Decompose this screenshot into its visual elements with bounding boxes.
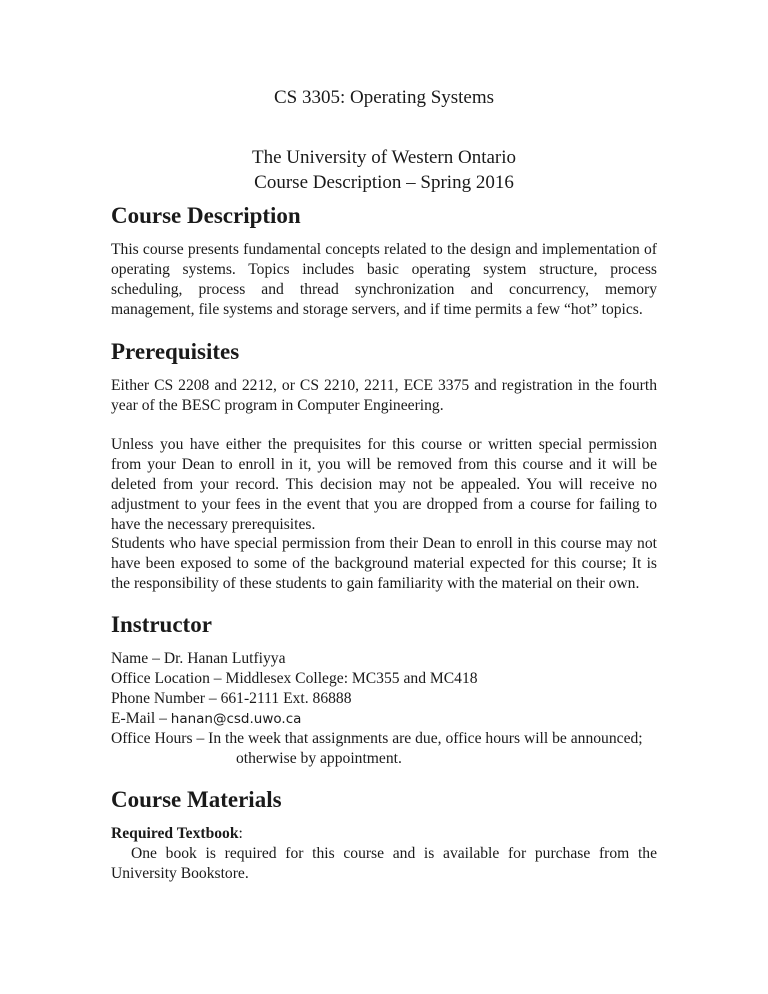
email-label: E-Mail – [111, 710, 171, 727]
instructor-info [111, 649, 643, 769]
instructor-name: Name – Dr. Hanan Lutfiyya [111, 650, 286, 667]
textbook-paragraph: One book is required for this course and is available for purchase from the University Bookstore. [111, 845, 657, 882]
course-title: CS 3305: Operating Systems [273, 87, 495, 108]
colon: : [238, 825, 243, 842]
prerequisites-paragraph: Unless you have either the prequisites for this course or written special permission from your Dean to enroll in it, you will be removed from this course and it will be deleted from your record. This decision may not be appealed. You will receive no adjustment to your fees in the event that you are dropped from a course for failing to have the necessary prerequisites. [111, 436, 657, 533]
prerequisites-paragraph: Students who have special permission from their Dean to enroll in this course may not have been exposed to some of the background material expected for this course; It is the responsibility of these students to gain familiarity with the material on their own. [111, 535, 657, 592]
section-heading-instructor: Instructor [111, 612, 212, 637]
email-link[interactable]: hanan@csd.uwo.ca [170, 711, 302, 727]
section-heading-description: Course Description [111, 203, 301, 228]
required-textbook-label [111, 824, 243, 844]
instructor-hours: Office Hours – In the week that assignments are due, office hours will be announced; [111, 730, 643, 747]
instructor-office: Office Location – Middlesex College: MC355 and MC418 [111, 670, 478, 687]
instructor-phone: Phone Number – 661-2111 Ext. 86888 [111, 690, 352, 707]
prerequisites-paragraph: Either CS 2208 and 2212, or CS 2210, 2211, ECE 3375 and registration in the fourth year of the BESC program in Computer Engineering. [111, 377, 657, 414]
university-name: The University of Western Ontario [251, 147, 517, 168]
description-paragraph: This course presents fundamental concepts related to the design and implementation of operating systems. Topics includes basic operating system structure, process scheduling, process and thread synchronization and concurrency, memory management, file systems and storage servers, and if time permits a few “hot” topics. [111, 241, 657, 318]
instructor-email-row [111, 709, 643, 729]
document-subtitle: Course Description – Spring 2016 [254, 172, 514, 193]
section-heading-materials: Course Materials [111, 787, 282, 812]
instructor-hours-continued: otherwise by appointment. [236, 750, 402, 767]
section-heading-prerequisites: Prerequisites [111, 339, 240, 364]
required-textbook-heading: Required Textbook [111, 825, 239, 842]
